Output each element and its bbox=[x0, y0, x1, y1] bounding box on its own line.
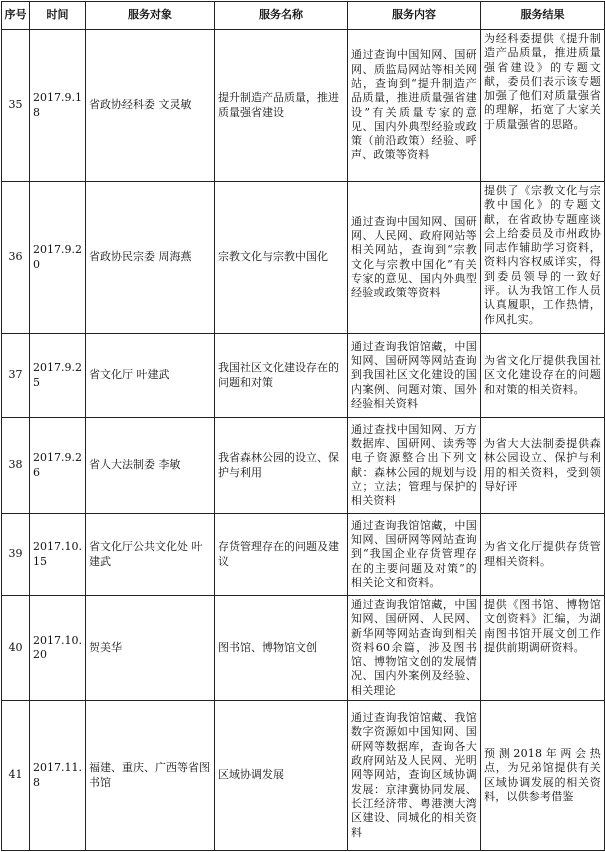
row-service-result: 为省大大法制委提供森林公园设立、保护与利用的相关资料，受到领导好评 bbox=[481, 418, 605, 514]
table-row bbox=[2, 418, 605, 514]
header-service-content: 服务内容 bbox=[348, 2, 481, 30]
row-service-result: 为省文化厅提供存货管理相关资料。 bbox=[481, 514, 605, 596]
row-time: 2017.9.25 bbox=[30, 334, 86, 418]
header-target: 服务对象 bbox=[86, 2, 215, 30]
header-no: 序号 bbox=[2, 2, 30, 30]
table-row bbox=[2, 514, 605, 596]
header-time: 时间 bbox=[30, 2, 86, 30]
service-records-table bbox=[1, 1, 605, 851]
table-row bbox=[2, 596, 605, 701]
row-service-name: 我省森林公园的设立、保护与利用 bbox=[215, 418, 348, 514]
row-time: 2017.11.8 bbox=[30, 701, 86, 851]
table-row bbox=[2, 30, 605, 182]
row-service-content: 通过查找中国知网、万方数据库、国研网、读秀等电子资源整合出下列文献：森林公园的规划与设立；立法；管理与保护的相关资料 bbox=[348, 418, 481, 514]
row-number: 38 bbox=[2, 418, 30, 514]
row-service-content: 通过查询中国知网、国研网、质监局网站等相关网站，查询到“提升制造产品质量，推进质量强省建设”有关质量专家的意见、国内外典型经验或政策（前沿政策）经验、呼声、政策等资料 bbox=[348, 30, 481, 182]
row-service-result: 提供了《宗教文化与宗教中国化》的专题文献，在省政协专题座谈会上给委员及市州政协同志作辅助学习资料，资料内容权威详实，得到委员领导的一致好评。认为我馆工作人员认真履职，工作热情，作风扎实。 bbox=[481, 182, 605, 334]
table-row bbox=[2, 334, 605, 418]
row-service-name: 宗教文化与宗教中国化 bbox=[215, 182, 348, 334]
row-number: 35 bbox=[2, 30, 30, 182]
row-number: 40 bbox=[2, 596, 30, 701]
row-time: 2017.9.18 bbox=[30, 30, 86, 182]
row-service-name: 我国社区文化建设存在的问题和对策 bbox=[215, 334, 348, 418]
row-number: 37 bbox=[2, 334, 30, 418]
table-row bbox=[2, 701, 605, 851]
row-target: 省政协民宗委 周海燕 bbox=[86, 182, 215, 334]
row-time: 2017.10.15 bbox=[30, 514, 86, 596]
header-service-name: 服务名称 bbox=[215, 2, 348, 30]
row-target: 福建、重庆、广西等省图书馆 bbox=[86, 701, 215, 851]
row-service-result: 为经科委提供《提升制造产品质量，推进质量强省建设》的专题文献，委员们表示该专题加强了他们对质量强省的理解，拓宽了大家关于质量强省的思路。 bbox=[481, 30, 605, 182]
row-service-name: 存货管理存在的问题及建议 bbox=[215, 514, 348, 596]
row-time: 2017.9.26 bbox=[30, 418, 86, 514]
header-service-result: 服务结果 bbox=[481, 2, 605, 30]
row-target: 贺美华 bbox=[86, 596, 215, 701]
row-target: 省文化厅 叶建武 bbox=[86, 334, 215, 418]
row-number: 36 bbox=[2, 182, 30, 334]
row-target: 省人大法制委 李敏 bbox=[86, 418, 215, 514]
row-service-content: 通过查询中国知网、国研网、人民网、政府网站等相关网站，查询到“宗教文化与宗教中国化”有关专家的意见、国内外典型经验或政策等资料 bbox=[348, 182, 481, 334]
row-time: 2017.10.20 bbox=[30, 596, 86, 701]
document-page bbox=[0, 1, 605, 852]
row-number: 39 bbox=[2, 514, 30, 596]
row-target: 省文化厅公共文化处 叶建武 bbox=[86, 514, 215, 596]
row-service-result: 提供《图书馆、博物馆文创资料》汇编，为湖南图书馆开展文创工作提供前期调研资料。 bbox=[481, 596, 605, 701]
row-number: 41 bbox=[2, 701, 30, 851]
row-service-result: 为省文化厅提供我国社区文化建设存在的问题和对策的相关资料。 bbox=[481, 334, 605, 418]
table-header-row bbox=[2, 2, 605, 30]
row-service-content: 通过查询我馆馆藏，中国知网、国研网等网站查询到我国社区文化建设的国内案例、问题对策、国外经验相关资料 bbox=[348, 334, 481, 418]
row-target: 省政协经科委 文灵敏 bbox=[86, 30, 215, 182]
row-service-content: 通过查询我馆馆藏、我馆数字资源如中国知网、国研网等数据库，查询各大政府网站及人民网、光明网等网站，查询区域协调发展：京津冀协同发展、长江经济带、粤港澳大湾区建设、同城化的相关资料 bbox=[348, 701, 481, 851]
row-service-name: 区域协调发展 bbox=[215, 701, 348, 851]
row-time: 2017.9.20 bbox=[30, 182, 86, 334]
table-row bbox=[2, 182, 605, 334]
row-service-name: 提升制造产品质量，推进质量强省建设 bbox=[215, 30, 348, 182]
row-service-result: 预测2018年两会热点，为兄弟馆提供有关区域协调发展的相关资料，以供参考借鉴 bbox=[481, 701, 605, 851]
row-service-content: 通过查询我馆馆藏，中国知网、国研网、人民网、新华网等网站查询到相关资料60余篇，涉及图书馆、博物馆文创的发展情况、国内外案例及经验、相关理论 bbox=[348, 596, 481, 701]
row-service-name: 图书馆、博物馆文创 bbox=[215, 596, 348, 701]
row-service-content: 通过查询我馆馆藏，中国知网、国研网等网站查询到“我国企业存货管理存在的主要问题及对策”的相关论文和资料。 bbox=[348, 514, 481, 596]
